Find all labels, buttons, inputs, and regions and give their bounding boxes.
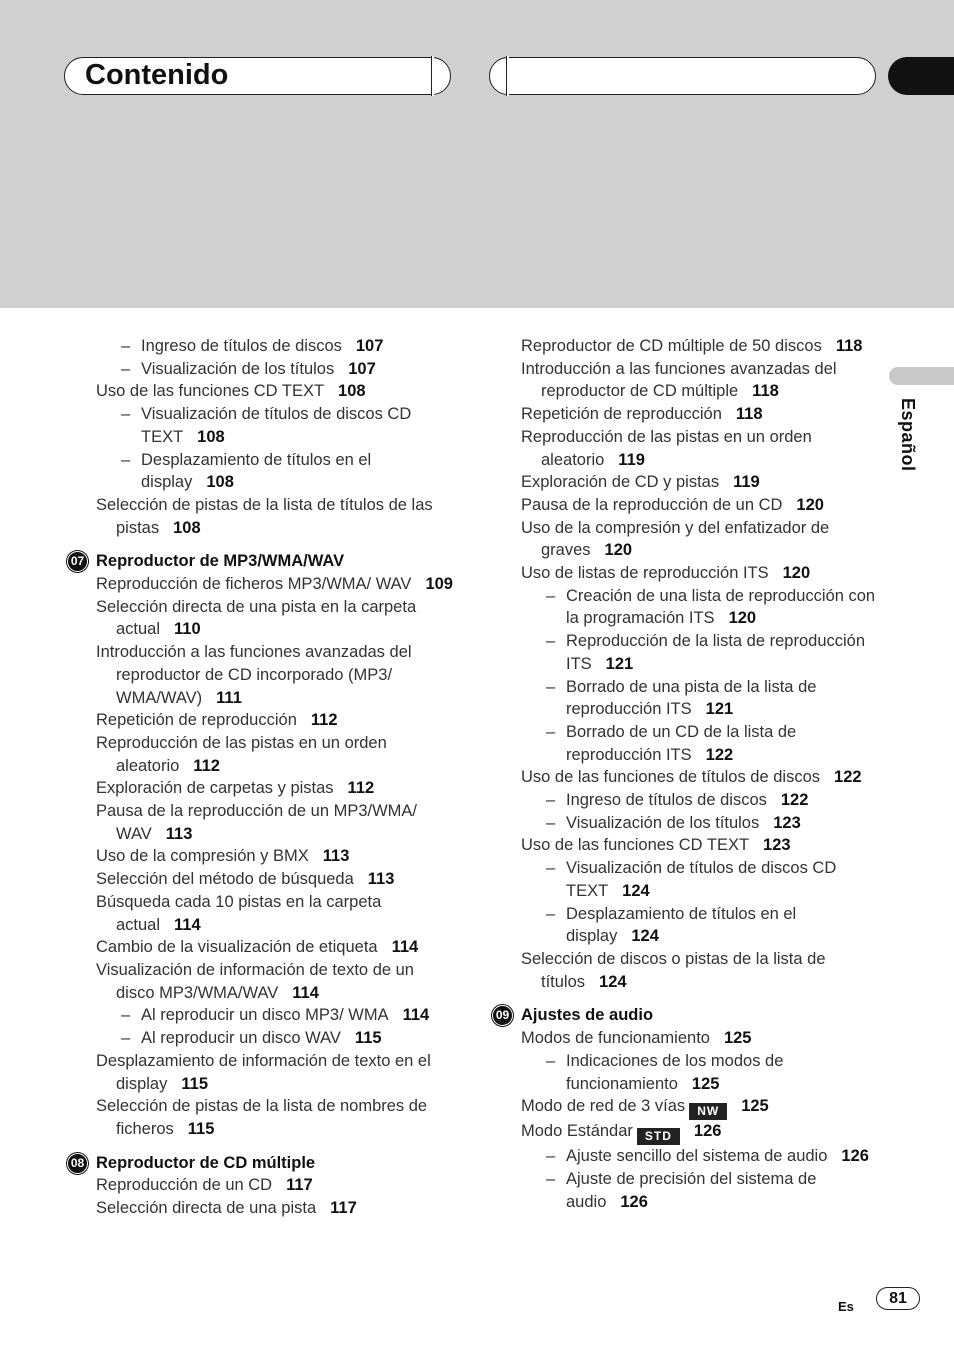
entry-text: Uso de las funciones de títulos de discos bbox=[521, 768, 821, 787]
toc-entry[interactable] bbox=[521, 1145, 881, 1168]
entry-text: Ingreso de títulos de discos bbox=[141, 337, 342, 355]
entry-text: Uso de listas de reproducción ITS bbox=[521, 564, 769, 583]
dash-bullet: – bbox=[121, 1006, 131, 1025]
toc-entry[interactable] bbox=[96, 1027, 456, 1050]
toc-entry[interactable] bbox=[521, 676, 881, 721]
page-ref: 118 bbox=[835, 337, 863, 355]
toc-entry[interactable] bbox=[96, 709, 456, 732]
toc-entry[interactable] bbox=[521, 630, 881, 675]
entry-text: Selección directa de una pista bbox=[96, 1199, 317, 1218]
toc-entry[interactable] bbox=[521, 494, 881, 517]
toc-entry[interactable] bbox=[96, 1095, 456, 1140]
page-ref: 123 bbox=[763, 836, 791, 855]
toc-entry[interactable] bbox=[521, 335, 881, 358]
page-ref: 121 bbox=[605, 654, 634, 673]
toc-entry[interactable] bbox=[96, 380, 456, 403]
page-ref: 120 bbox=[604, 541, 633, 560]
pill-divider bbox=[506, 56, 509, 96]
mode-indicator-icon: NW bbox=[689, 1103, 727, 1120]
toc-entry[interactable] bbox=[521, 585, 881, 630]
toc-entry[interactable] bbox=[521, 1050, 881, 1095]
toc-entry[interactable] bbox=[96, 1197, 456, 1220]
language-tab-marker bbox=[889, 367, 954, 385]
toc-entry[interactable] bbox=[521, 1095, 881, 1120]
page-ref: 114 bbox=[292, 983, 319, 1002]
entry-text: Reproducción de ficheros MP3/WMA/ WAV bbox=[96, 575, 412, 594]
page-ref: 108 bbox=[338, 382, 366, 401]
page-number: 81 bbox=[876, 1287, 920, 1310]
entry-text: Repetición de reproducción bbox=[521, 405, 722, 424]
toc-entry[interactable] bbox=[521, 1168, 881, 1213]
page-ref: 117 bbox=[286, 1176, 313, 1195]
toc-section-heading[interactable] bbox=[70, 1152, 456, 1175]
page-ref: 124 bbox=[631, 927, 659, 946]
toc-entry[interactable] bbox=[96, 358, 456, 381]
page-ref: 112 bbox=[347, 779, 375, 798]
entry-text: Al reproducir un disco WAV bbox=[141, 1029, 341, 1048]
toc-entry[interactable] bbox=[96, 868, 456, 891]
entry-text: Repetición de reproducción bbox=[96, 711, 297, 730]
page-ref: 115 bbox=[181, 1074, 208, 1093]
page-ref: 114 bbox=[174, 915, 201, 934]
entry-text: Selección directa de una pista en la carpeta actual bbox=[96, 597, 417, 639]
dash-bullet: – bbox=[546, 904, 556, 923]
dash-bullet: – bbox=[546, 1147, 556, 1166]
entry-text: Selección de discos o pistas de la lista de títulos bbox=[521, 949, 826, 991]
page-ref: 108 bbox=[197, 427, 225, 446]
page-ref: 113 bbox=[367, 870, 395, 889]
section-title: Reproductor de MP3/WMA/WAV bbox=[96, 552, 345, 571]
entry-text: Uso de las funciones CD TEXT bbox=[521, 836, 750, 855]
page-ref: 121 bbox=[705, 700, 734, 719]
toc-entry[interactable] bbox=[521, 358, 881, 403]
entry-text: Modo Estándar bbox=[521, 1122, 633, 1141]
toc-entry[interactable] bbox=[96, 800, 456, 845]
entry-text: Ingreso de títulos de discos bbox=[566, 791, 767, 810]
dash-bullet: – bbox=[546, 859, 556, 878]
footer-language-code: Es bbox=[838, 1299, 854, 1314]
page-ref: 108 bbox=[206, 473, 234, 492]
toc-entry[interactable] bbox=[521, 517, 881, 562]
page-ref: 113 bbox=[165, 824, 193, 843]
toc-entry[interactable] bbox=[521, 789, 881, 812]
dash-bullet: – bbox=[121, 405, 131, 424]
entry-text: Búsqueda cada 10 pistas en la carpeta actual bbox=[96, 892, 382, 934]
toc-entry[interactable] bbox=[521, 766, 881, 789]
dash-bullet: – bbox=[121, 450, 131, 469]
page-ref: 117 bbox=[330, 1199, 357, 1218]
entry-text: Reproducción de un CD bbox=[96, 1176, 273, 1195]
dash-bullet: – bbox=[546, 632, 556, 651]
page-ref: 114 bbox=[391, 938, 419, 957]
page-ref: 114 bbox=[402, 1006, 430, 1025]
toc-entry[interactable] bbox=[96, 1174, 456, 1197]
page-ref: 112 bbox=[310, 711, 338, 730]
entry-text: Visualización de títulos de discos CD TEXT bbox=[566, 859, 837, 900]
toc-entry[interactable] bbox=[96, 1050, 456, 1095]
section-title: Reproductor de CD múltiple bbox=[96, 1153, 316, 1172]
page-ref: 122 bbox=[705, 745, 734, 764]
entry-text: Introducción a las funciones avanzadas del reproductor de CD incorporado (MP3/ WMA/WAV) bbox=[96, 643, 412, 707]
toc-entry[interactable] bbox=[96, 732, 456, 777]
entry-text: Selección de pistas de la lista de títulos de las pistas bbox=[96, 495, 433, 537]
page-ref: 110 bbox=[174, 620, 201, 639]
entry-text: Reproducción de las pistas en un orden aleatorio bbox=[521, 427, 812, 469]
title-pill bbox=[64, 57, 451, 95]
entry-text: Exploración de carpetas y pistas bbox=[96, 779, 334, 798]
toc-entry[interactable] bbox=[521, 1027, 881, 1050]
page-ref: 120 bbox=[728, 609, 757, 628]
dash-bullet: – bbox=[546, 1051, 556, 1070]
entry-text: Creación de una lista de reproducción con la programación ITS bbox=[566, 586, 876, 628]
page-title: Contenido bbox=[85, 59, 229, 91]
page-ref: 120 bbox=[782, 564, 811, 583]
entry-text: Visualización de los títulos bbox=[566, 813, 760, 832]
entry-text: Desplazamiento de información de texto en el display bbox=[96, 1051, 431, 1093]
toc-entry[interactable] bbox=[96, 845, 456, 868]
toc-entry[interactable] bbox=[96, 1004, 456, 1027]
page-ref: 115 bbox=[354, 1029, 382, 1048]
chapter-number-badge: 07 bbox=[66, 550, 89, 573]
header-banner bbox=[0, 0, 954, 308]
page-ref: 107 bbox=[348, 359, 376, 378]
section-tab bbox=[888, 57, 954, 95]
page-ref: 118 bbox=[752, 382, 779, 401]
toc-section-heading[interactable] bbox=[495, 1004, 881, 1027]
page-ref: 108 bbox=[173, 518, 201, 537]
entry-text: Desplazamiento de títulos en el display bbox=[566, 904, 797, 946]
page-ref: 115 bbox=[187, 1119, 215, 1138]
toc-entry[interactable] bbox=[96, 596, 456, 641]
page-ref: 112 bbox=[193, 756, 220, 775]
toc-entry[interactable] bbox=[96, 891, 456, 936]
dash-bullet: – bbox=[546, 813, 556, 832]
dash-bullet: – bbox=[121, 1029, 131, 1048]
toc-entry[interactable] bbox=[521, 403, 881, 426]
page-ref: 122 bbox=[780, 791, 809, 810]
entry-text: Reproducción de la lista de reproducción ITS bbox=[566, 632, 866, 673]
entry-text: Modos de funcionamiento bbox=[521, 1029, 710, 1048]
page-ref: 126 bbox=[693, 1122, 722, 1141]
page-ref: 107 bbox=[355, 337, 384, 355]
chapter-number-badge: 09 bbox=[491, 1004, 514, 1027]
page-ref: 119 bbox=[618, 450, 645, 469]
dash-bullet: – bbox=[546, 1169, 556, 1188]
language-tab-label: Español bbox=[898, 398, 918, 472]
entry-text: Borrado de un CD de la lista de reproducción ITS bbox=[566, 722, 797, 764]
entry-text: Desplazamiento de títulos en el display bbox=[141, 450, 372, 492]
entry-text: Selección de pistas de la lista de nombres de ficheros bbox=[96, 1097, 428, 1138]
blank-pill bbox=[489, 57, 876, 95]
entry-text: Modo de red de 3 vías bbox=[521, 1097, 686, 1116]
entry-text: Exploración de CD y pistas bbox=[521, 473, 720, 492]
entry-text: Pausa de la reproducción de un MP3/WMA/ WAV bbox=[96, 802, 418, 843]
toc-entry[interactable] bbox=[96, 403, 456, 448]
page-ref: 122 bbox=[834, 768, 862, 787]
entry-text: Pausa de la reproducción de un CD bbox=[521, 495, 783, 514]
dash-bullet: – bbox=[546, 677, 556, 696]
page-ref: 120 bbox=[796, 495, 824, 514]
entry-text: Visualización de títulos de discos CD TEXT bbox=[141, 405, 412, 446]
entry-text: Uso de la compresión y BMX bbox=[96, 847, 309, 866]
page-ref: 123 bbox=[773, 813, 801, 832]
page-ref: 119 bbox=[733, 473, 760, 492]
entry-text: Uso de las funciones CD TEXT bbox=[96, 382, 325, 401]
toc-entry[interactable] bbox=[96, 573, 456, 596]
entry-text: Borrado de una pista de la lista de reproducción ITS bbox=[566, 677, 817, 719]
page-ref: 126 bbox=[620, 1192, 648, 1211]
page-ref: 125 bbox=[723, 1029, 752, 1048]
page-ref: 111 bbox=[216, 688, 242, 707]
toc-left-column bbox=[70, 335, 456, 1220]
page-ref: 126 bbox=[841, 1147, 869, 1166]
entry-text: Indicaciones de los modos de funcionamiento bbox=[566, 1051, 784, 1093]
chapter-number-badge: 08 bbox=[66, 1152, 89, 1175]
dash-bullet: – bbox=[121, 359, 131, 378]
page-ref: 125 bbox=[691, 1074, 720, 1093]
toc-entry[interactable] bbox=[521, 812, 881, 835]
page-ref: 124 bbox=[622, 881, 650, 900]
toc-entry[interactable] bbox=[521, 948, 881, 993]
toc-entry[interactable] bbox=[96, 494, 456, 539]
toc-entry[interactable] bbox=[96, 959, 456, 1004]
toc-entry[interactable] bbox=[521, 426, 881, 471]
entry-text: Al reproducir un disco MP3/ WMA bbox=[141, 1006, 389, 1025]
toc-entry[interactable] bbox=[96, 936, 456, 959]
toc-entry[interactable] bbox=[521, 1120, 881, 1145]
entry-text: Reproducción de las pistas en un orden aleatorio bbox=[96, 733, 387, 775]
toc-section-heading[interactable] bbox=[70, 550, 456, 573]
entry-text: Ajuste sencillo del sistema de audio bbox=[566, 1147, 828, 1166]
entry-text: Selección del método de búsqueda bbox=[96, 870, 354, 889]
entry-text: Cambio de la visualización de etiqueta bbox=[96, 938, 378, 957]
entry-text: Uso de la compresión y del enfatizador de graves bbox=[521, 518, 830, 560]
entry-text: Visualización de información de texto de un disco MP3/WMA/WAV bbox=[96, 960, 414, 1002]
dash-bullet: – bbox=[546, 791, 556, 810]
mode-indicator-icon: STD bbox=[637, 1128, 680, 1145]
toc-entry[interactable] bbox=[96, 449, 456, 494]
toc-entry[interactable] bbox=[521, 721, 881, 766]
toc-entry[interactable] bbox=[521, 471, 881, 494]
dash-bullet: – bbox=[546, 722, 556, 741]
toc-entry[interactable] bbox=[521, 857, 881, 902]
toc-entry[interactable] bbox=[521, 562, 881, 585]
toc-entry[interactable] bbox=[521, 834, 881, 857]
page-ref: 118 bbox=[735, 405, 763, 424]
entry-text: Ajuste de precisión del sistema de audio bbox=[566, 1169, 817, 1211]
pill-divider bbox=[431, 56, 434, 96]
toc-entry[interactable] bbox=[521, 903, 881, 948]
toc-right-column bbox=[495, 335, 881, 1213]
page-ref: 109 bbox=[425, 575, 453, 594]
entry-text: Introducción a las funciones avanzadas del reproductor de CD múltiple bbox=[521, 359, 837, 401]
toc-entry[interactable] bbox=[96, 777, 456, 800]
page-ref: 124 bbox=[599, 972, 627, 991]
entry-text: Reproductor de CD múltiple de 50 discos bbox=[521, 337, 822, 355]
page-ref: 125 bbox=[741, 1097, 769, 1116]
dash-bullet: – bbox=[121, 337, 131, 355]
toc-entry[interactable] bbox=[96, 641, 456, 709]
page-ref: 113 bbox=[322, 847, 350, 866]
section-title: Ajustes de audio bbox=[521, 1006, 654, 1025]
toc-entry[interactable] bbox=[96, 335, 456, 358]
dash-bullet: – bbox=[546, 586, 556, 605]
entry-text: Visualización de los títulos bbox=[141, 359, 335, 378]
